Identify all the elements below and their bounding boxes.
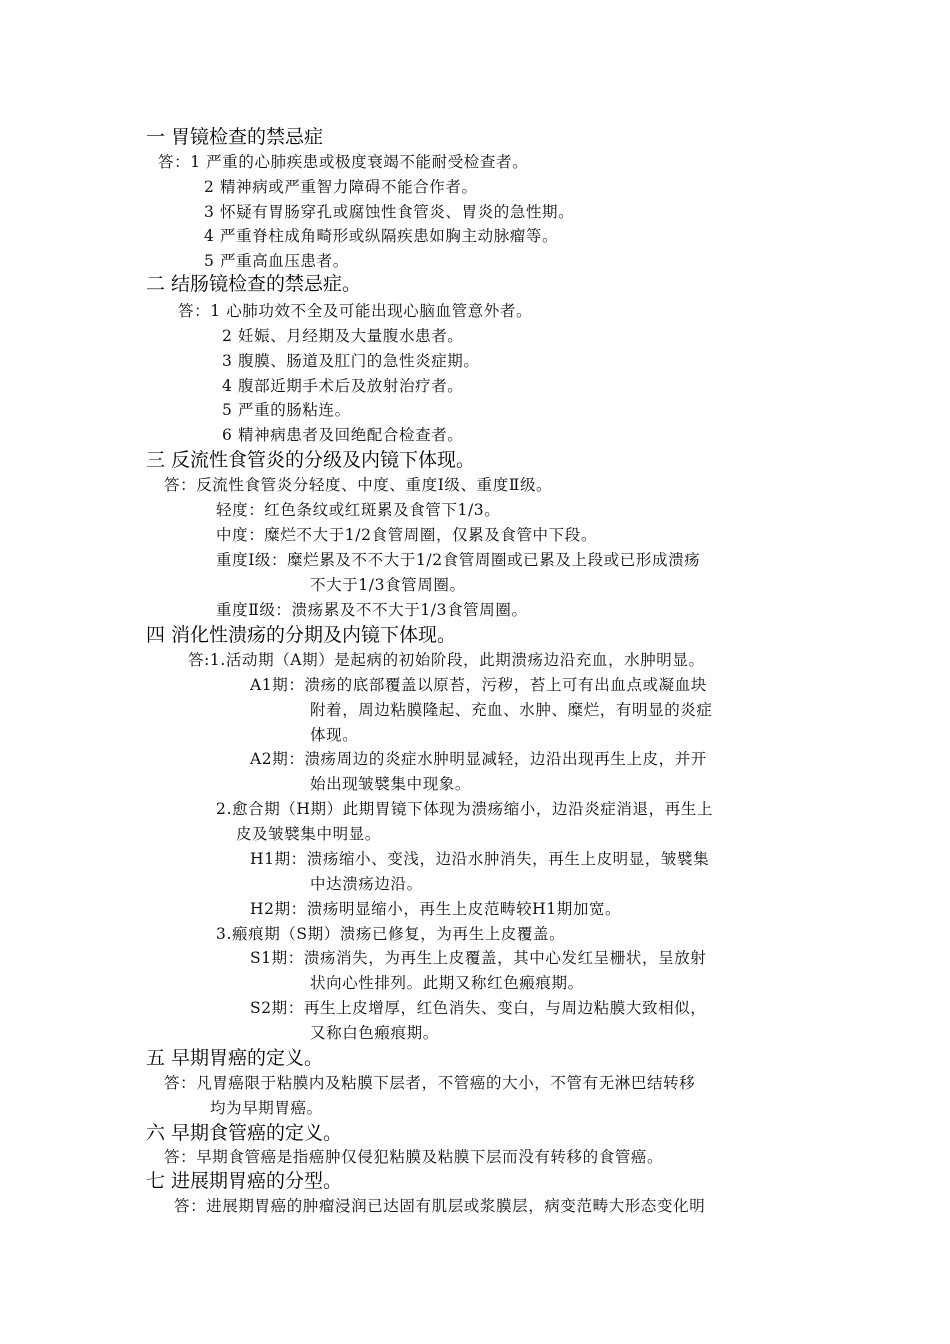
section-4-line-15: S2期：再生上皮增厚，红色消失、变白，与周边粘膜大致相似， [250, 999, 707, 1017]
section-7-line-1: 答：进展期胃癌的肿瘤浸润已达固有肌层或浆膜层，病变范畴大形态变化明 [174, 1197, 706, 1215]
section-heading-1: 一 胃镜检查的禁忌症 [146, 126, 324, 148]
section-2-line-6: 6 精神病患者及回绝配合检查者。 [222, 426, 464, 444]
section-2-line-4: 4 腹部近期手术后及放射治疗者。 [222, 377, 464, 395]
section-1-line-5: 5 严重高血压患者。 [204, 252, 349, 270]
section-3-line-4: 重度Ⅰ级：糜烂累及不不大于1/2食管周圈或已累及上段或已形成溃疡 [216, 551, 701, 569]
section-1-line-4: 4 严重脊柱成角畸形或纵隔疾患如胸主动脉瘤等。 [204, 227, 559, 245]
section-3-line-2: 轻度：红色条纹或红斑累及食管下1/3。 [216, 501, 501, 519]
section-4-line-13: S1期：溃疡消失，为再生上皮覆盖，其中心发红呈栅状，呈放射 [250, 949, 707, 967]
section-4-line-10: 中达溃疡边沿。 [310, 875, 423, 893]
section-heading-7: 七 进展期胃癌的分型。 [146, 1170, 343, 1192]
section-4-line-4: 体现。 [310, 726, 359, 744]
section-2-line-5: 5 严重的肠粘连。 [222, 401, 351, 419]
section-2-line-1: 答：1 心肺功效不全及可能出现心脑血管意外者。 [178, 302, 533, 320]
section-4-line-7: 2.愈合期（H期）此期胃镜下体现为溃疡缩小，边沿炎症消退，再生上 [216, 800, 714, 818]
section-4-line-2: A1期：溃疡的底部覆盖以原苔，污秽，苔上可有出血点或凝血块 [250, 676, 707, 694]
section-4-line-1: 答:1.活动期（A期）是起病的初始阶段，此期溃疡边沿充血，水肿明显。 [188, 651, 705, 669]
section-4-line-8: 皮及皱襞集中明显。 [236, 825, 381, 843]
section-4-line-16: 又称白色瘢痕期。 [310, 1024, 439, 1042]
section-1-line-2: 2 精神病或严重智力障碍不能合作者。 [204, 178, 478, 196]
section-3-line-1: 答：反流性食管炎分轻度、中度、重度Ⅰ级、重度Ⅱ级。 [164, 476, 553, 494]
section-heading-3: 三 反流性食管炎的分级及内镜下体现。 [146, 449, 476, 471]
section-heading-4: 四 消化性溃疡的分期及内镜下体现。 [146, 624, 457, 646]
section-2-line-2: 2 妊娠、月经期及大量腹水患者。 [222, 327, 464, 345]
section-2-line-3: 3 腹膜、肠道及肛门的急性炎症期。 [222, 352, 480, 370]
section-4-line-6: 始出现皱襞集中现象。 [310, 775, 472, 793]
section-3-line-6: 重度Ⅱ级：溃疡累及不不大于1/3食管周圈。 [216, 601, 528, 619]
section-5-line-2: 均为早期胃癌。 [210, 1099, 323, 1117]
section-4-line-14: 状向心性排列。此期又称红色瘢痕期。 [310, 974, 584, 992]
section-6-line-1: 答：早期食管癌是指癌肿仅侵犯粘膜及粘膜下层而没有转移的食管癌。 [164, 1148, 664, 1166]
section-heading-2: 二 结肠镜检查的禁忌症。 [146, 273, 362, 295]
section-4-line-3: 附着，周边粘膜隆起、充血、水肿、糜烂，有明显的炎症 [310, 701, 713, 719]
section-1-line-1: 答：1 严重的心肺疾患或极度衰竭不能耐受检查者。 [158, 153, 529, 171]
section-3-line-5: 不大于1/3食管周圈。 [310, 576, 466, 594]
section-5-line-1: 答：凡胃癌限于粘膜内及粘膜下层者，不管癌的大小，不管有无淋巴结转移 [164, 1074, 696, 1092]
section-4-line-12: 3.瘢痕期（S期）溃疡已修复，为再生上皮覆盖。 [216, 925, 566, 943]
section-4-line-9: H1期：溃疡缩小、变浅，边沿水肿消失，再生上皮明显，皱襞集 [250, 850, 710, 868]
section-4-line-5: A2期：溃疡周边的炎症水肿明显减轻，边沿出现再生上皮，并开 [250, 750, 707, 768]
section-4-line-11: H2期：溃疡明显缩小，再生上皮范畴较H1期加宽。 [250, 900, 622, 918]
section-heading-5: 五 早期胃癌的定义。 [146, 1047, 324, 1069]
section-heading-6: 六 早期食管癌的定义。 [146, 1122, 343, 1144]
section-1-line-3: 3 怀疑有胃肠穿孔或腐蚀性食管炎、胃炎的急性期。 [204, 203, 575, 221]
section-3-line-3: 中度：糜烂不大于1/2食管周圈，仅累及食管中下段。 [216, 526, 597, 544]
